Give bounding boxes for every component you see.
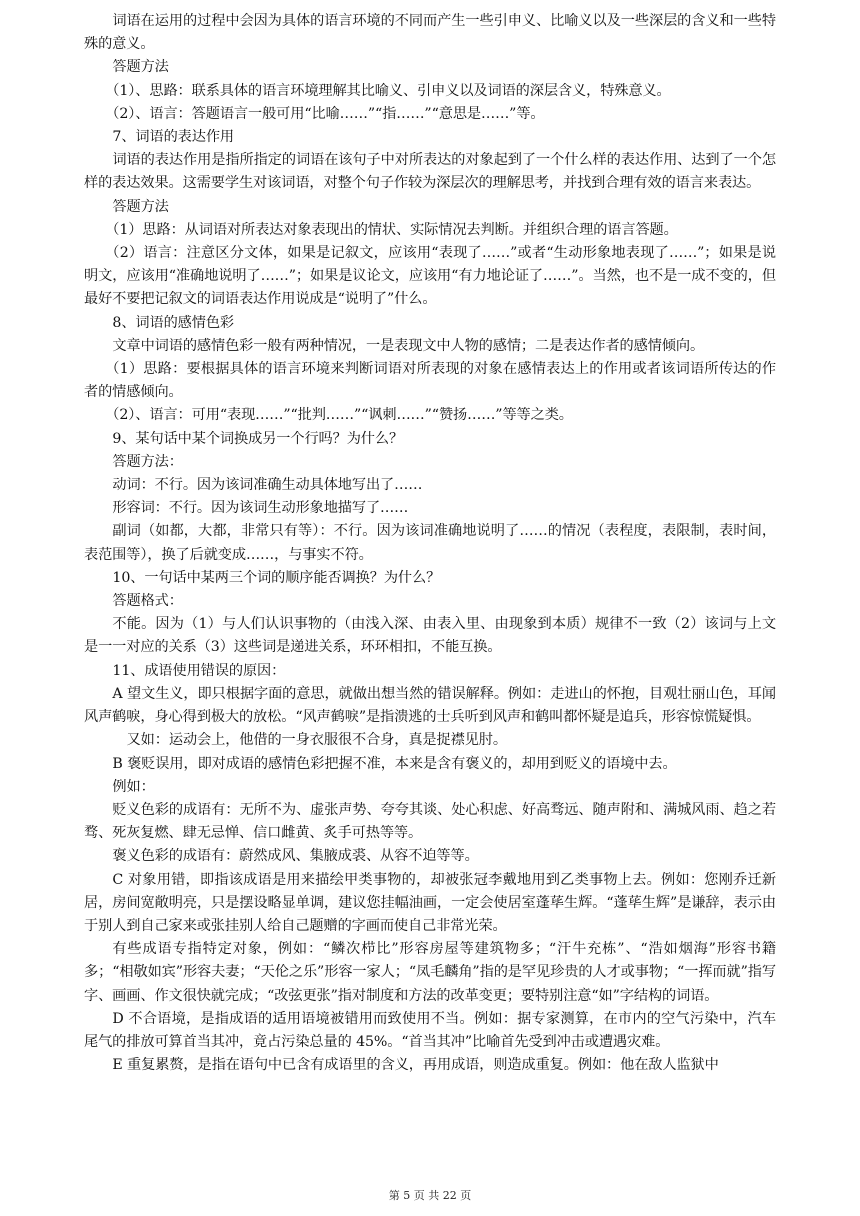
paragraph: （1）、思路：联系具体的语言环境理解其比喻义、引申义以及词语的深层含义，特殊意义。 bbox=[105, 82, 671, 99]
paragraph: 贬义色彩的成语有：无所不为、虚张声势、夸夸其谈、处心积虑、好高骛远、随声附和、满城风雨、趋之若骛、死灰复燃、肆无忌惮、信口雌黄、炙手可热等等。 bbox=[84, 801, 776, 842]
paragraph: A 望文生义，即只根据字面的意思，就做出想当然的错误解释。例如：走进山的怀抱，目观壮丽山色，耳闻风声鹤唳，身心得到极大的放松。“风声鹤唳”是指溃逃的士兵听到风声和鹤叫都怀疑是追兵，形容惊慌疑惧。 bbox=[84, 685, 776, 726]
paragraph: （2）、语言：答题语言一般可用“比喻……”“指……”“意思是……”等。 bbox=[105, 105, 545, 122]
paragraph: 答题方法 bbox=[112, 198, 169, 215]
paragraph: 词语的表达作用是指所指定的词语在该句子中对所表达的对象起到了一个什么样的表达作用、达到了一个怎样的表达效果。这需要学生对该词语，对整个句子作较为深层次的理解思考，并找到合理有效的语言来表达。 bbox=[84, 152, 776, 192]
paragraph: 8、词语的感情色彩 bbox=[112, 314, 235, 331]
paragraph: 副词（如都，大都，非常只有等）：不行。因为该词准确地说明了……的情况（表程度，表限制，表时间，表范围等），换了后就变成……，与事实不符。 bbox=[84, 523, 776, 563]
paragraph: （1）思路：要根据具体的语言环境来判断词语对所表现的对象在感情表达上的作用或者该词语所传达的作者的情感倾向。 bbox=[84, 361, 776, 401]
paragraph: 词语在运用的过程中会因为具体的语言环境的不同而产生一些引申义、比喻义以及一些深层的含义和一些特殊的意义。 bbox=[84, 13, 776, 53]
document-body bbox=[84, 10, 776, 1077]
paragraph: 答题方法 bbox=[112, 59, 169, 76]
paragraph: （2）语言：注意区分文体，如果是记叙文，应该用“表现了……”或者“生动形象地表现了……”；如果是说明文，应该用“准确地说明了……”；如果是议论文，应该用“有力地论证了……”。当然，也不是一成不变的，但最好不要把记叙文的词语表达作用说成是“说明了”什么。 bbox=[84, 245, 776, 308]
paragraph: 文章中词语的感情色彩一般有两种情况，一是表现文中人物的感情；二是表达作者的感情倾向。 bbox=[112, 337, 705, 354]
paragraph: 10、一句话中某两三个词的顺序能否调换？为什么？ bbox=[112, 569, 441, 586]
page-footer: 第 5 页 共 22 页 bbox=[388, 1189, 472, 1202]
paragraph: 又如：运动会上，他借的一身衣服很不合身，真是捉襟见肘。 bbox=[126, 732, 507, 749]
paragraph: 例如： bbox=[112, 778, 155, 795]
paragraph: 7、词语的表达作用 bbox=[112, 129, 235, 146]
paragraph: 褒义色彩的成语有：蔚然成风、集腋成裘、从容不迫等等。 bbox=[112, 848, 479, 865]
paragraph: 有些成语专指特定对象，例如：“鳞次栉比”形容房屋等建筑物多；“汗牛充栋”、“浩如烟海”形容书籍多；“相敬如宾”形容夫妻；“天伦之乐”形容一家人；“凤毛麟角”指的是罕见珍贵的人才或事物；“一挥而就”指写字、画画、作文很快就完成；“改弦更张”指对制度和方法的改革变更；要特别注意“如”字结构的词语。 bbox=[84, 941, 776, 1004]
paragraph: 动词：不行。因为该词准确生动具体地写出了…… bbox=[112, 477, 423, 494]
paragraph: 11、成语使用错误的原因： bbox=[112, 662, 286, 679]
paragraph: 不能。因为（1）与人们认识事物的（由浅入深、由表入里、由现象到本质）规律不一致（2）该词与上文是一一对应的关系（3）这些词是递进关系，环环相扣，不能互换。 bbox=[84, 616, 776, 656]
paragraph: （1）思路：从词语对所表达对象表现出的情状、实际情况去判断。并组织合理的语言答题。 bbox=[105, 221, 678, 238]
paragraph: 答题方法： bbox=[112, 453, 183, 470]
paragraph: E 重复累赘，是指在语句中已含有成语里的含义，再用成语，则造成重复。例如：他在敌人监狱中 bbox=[112, 1057, 719, 1074]
paragraph: 形容词：不行。因为该词生动形象地描写了…… bbox=[112, 500, 409, 517]
paragraph: C 对象用错，即指该成语是用来描绘甲类事物的，却被张冠李戴地用到乙类事物上去。例如：您刚乔迁新居，房间宽敞明亮，只是摆设略显单调，建议您挂幅油画，一定会使居室蓬荜生辉。“蓬荜生辉”是谦辞，表示由于别人到自己家来或张挂别人给自己题赠的字画而使自己非常光荣。 bbox=[84, 871, 776, 934]
paragraph: D 不合语境，是指成语的适用语境被错用而致使用不当。例如：据专家测算，在市内的空气污染中，汽车尾气的排放可算首当其冲，竟占污染总量的 45%。“首当其冲”比喻首先受到冲击或遭遇灾难。 bbox=[84, 1010, 776, 1050]
paragraph: （2）、语言：可用“表现……”“批判……”“讽刺……”“赞扬……”等等之类。 bbox=[105, 407, 573, 424]
paragraph: 答题格式： bbox=[112, 593, 183, 610]
paragraph: 9、某句话中某个词换成另一个行吗？为什么？ bbox=[112, 430, 404, 447]
paragraph: B 褒贬误用，即对成语的感情色彩把握不准，本来是含有褒义的，却用到贬义的语境中去。 bbox=[112, 755, 677, 772]
